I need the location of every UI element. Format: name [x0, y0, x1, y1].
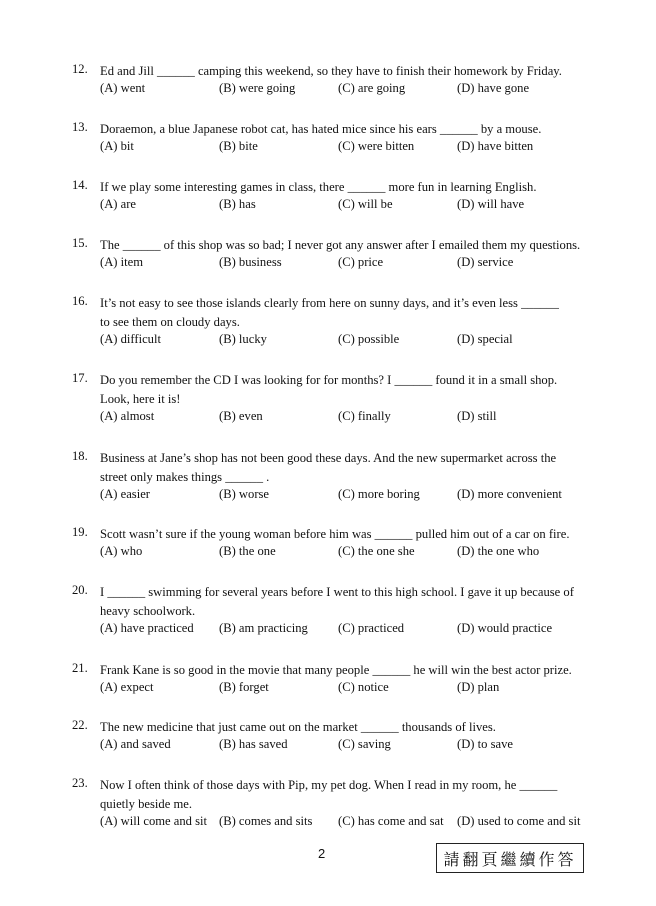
- question-number: 13.: [72, 120, 88, 134]
- question-number: 22.: [72, 718, 88, 732]
- option-c: (C) will be: [338, 197, 393, 211]
- option-b: (B) comes and sits: [219, 814, 313, 828]
- stem-line: If we play some interesting games in class, there ______ more fun in learning English.: [100, 180, 537, 194]
- option-d: (D) more convenient: [457, 487, 562, 501]
- question-number: 18.: [72, 449, 88, 463]
- stem-line: street only makes things ______ .: [100, 470, 270, 484]
- answer-options: [100, 487, 592, 506]
- page-number: 2: [318, 846, 326, 861]
- option-a: (A) item: [100, 255, 144, 269]
- option-c: (C) the one she: [338, 544, 415, 558]
- question-number: 20.: [72, 583, 88, 597]
- option-c: (C) were bitten: [338, 139, 415, 153]
- option-d: (D) service: [457, 255, 514, 269]
- option-a: (A) bit: [100, 139, 134, 153]
- stem-line: Now I often think of those days with Pip, my pet dog. When I read in my room, he ______: [100, 778, 558, 792]
- option-b: (B) even: [219, 409, 263, 423]
- answer-options: [100, 81, 592, 100]
- stem-line: quietly beside me.: [100, 797, 192, 811]
- option-b: (B) bite: [219, 139, 258, 153]
- question-stem: [100, 449, 592, 487]
- option-d: (D) to save: [457, 737, 513, 751]
- option-a: (A) difficult: [100, 332, 161, 346]
- option-d: (D) special: [457, 332, 513, 346]
- stem-line: The new medicine that just came out on the market ______ thousands of lives.: [100, 720, 496, 734]
- option-a: (A) will come and sit: [100, 814, 208, 828]
- option-d: (D) still: [457, 409, 497, 423]
- question-stem: [100, 371, 592, 409]
- option-b: (B) forget: [219, 680, 269, 694]
- question-number: 14.: [72, 178, 88, 192]
- option-c: (C) are going: [338, 81, 406, 95]
- stem-line: Business at Jane’s shop has not been good these days. And the new supermarket across the: [100, 451, 557, 465]
- option-d: (D) would practice: [457, 621, 553, 635]
- answer-options: [100, 197, 592, 216]
- option-b: (B) the one: [219, 544, 276, 558]
- option-a: (A) who: [100, 544, 143, 558]
- question-stem: [100, 718, 592, 737]
- option-c: (C) more boring: [338, 487, 420, 501]
- option-b: (B) lucky: [219, 332, 267, 346]
- option-d: (D) plan: [457, 680, 500, 694]
- question-number: 21.: [72, 661, 88, 675]
- option-b: (B) business: [219, 255, 282, 269]
- option-d: (D) used to come and sit: [457, 814, 581, 828]
- question-stem: [100, 294, 592, 332]
- option-d: (D) the one who: [457, 544, 540, 558]
- answer-options: [100, 409, 592, 428]
- stem-line: I ______ swimming for several years before I went to this high school. I gave it up because of: [100, 585, 574, 599]
- stem-line: heavy schoolwork.: [100, 604, 196, 618]
- answer-options: [100, 332, 592, 351]
- answer-options: [100, 680, 592, 699]
- option-d: (D) have gone: [457, 81, 530, 95]
- question-stem: [100, 776, 592, 814]
- option-d: (D) have bitten: [457, 139, 534, 153]
- question-stem: [100, 120, 592, 139]
- option-c: (C) finally: [338, 409, 391, 423]
- option-c: (C) possible: [338, 332, 400, 346]
- option-a: (A) almost: [100, 409, 155, 423]
- option-a: (A) went: [100, 81, 146, 95]
- question-number: 17.: [72, 371, 88, 385]
- option-c: (C) notice: [338, 680, 389, 694]
- option-b: (B) has saved: [219, 737, 288, 751]
- question-stem: [100, 583, 592, 621]
- option-a: (A) are: [100, 197, 137, 211]
- question-stem: [100, 661, 592, 680]
- question-number: 15.: [72, 236, 88, 250]
- question-number: 19.: [72, 525, 88, 539]
- option-a: (A) and saved: [100, 737, 171, 751]
- answer-options: [100, 621, 592, 640]
- question-stem: [100, 62, 592, 81]
- stem-line: Ed and Jill ______ camping this weekend, so they have to finish their homework by Friday.: [100, 64, 562, 78]
- stem-line: It’s not easy to see those islands clearly from here on sunny days, and it’s even less ______: [100, 296, 559, 310]
- answer-options: [100, 544, 592, 563]
- option-b: (B) worse: [219, 487, 270, 501]
- turn-page-notice: 請翻頁繼續作答: [436, 843, 584, 873]
- option-c: (C) has come and sat: [338, 814, 444, 828]
- question-number: 16.: [72, 294, 88, 308]
- option-a: (A) expect: [100, 680, 154, 694]
- option-c: (C) price: [338, 255, 384, 269]
- option-c: (C) saving: [338, 737, 391, 751]
- option-d: (D) will have: [457, 197, 525, 211]
- option-a: (A) easier: [100, 487, 150, 501]
- answer-options: [100, 139, 592, 158]
- question-stem: [100, 178, 592, 197]
- answer-options: [100, 814, 592, 833]
- question-stem: [100, 236, 592, 255]
- question-stem: [100, 525, 592, 544]
- stem-line: Doraemon, a blue Japanese robot cat, has hated mice since his ears ______ by a mouse.: [100, 122, 542, 136]
- answer-options: [100, 737, 592, 756]
- stem-line: Scott wasn’t sure if the young woman before him was ______ pulled him out of a car on fire.: [100, 527, 570, 541]
- question-number: 12.: [72, 62, 88, 76]
- stem-line: Frank Kane is so good in the movie that many people ______ he will win the best actor prize.: [100, 663, 572, 677]
- question-number: 23.: [72, 776, 88, 790]
- option-b: (B) were going: [219, 81, 296, 95]
- option-b: (B) has: [219, 197, 256, 211]
- option-c: (C) practiced: [338, 621, 405, 635]
- stem-line: to see them on cloudy days.: [100, 315, 240, 329]
- stem-line: Look, here it is!: [100, 392, 181, 406]
- answer-options: [100, 255, 592, 274]
- stem-line: The ______ of this shop was so bad; I never got any answer after I emailed them my questions.: [100, 238, 581, 252]
- stem-line: Do you remember the CD I was looking for for months? I ______ found it in a small shop.: [100, 373, 558, 387]
- option-b: (B) am practicing: [219, 621, 308, 635]
- option-a: (A) have practiced: [100, 621, 194, 635]
